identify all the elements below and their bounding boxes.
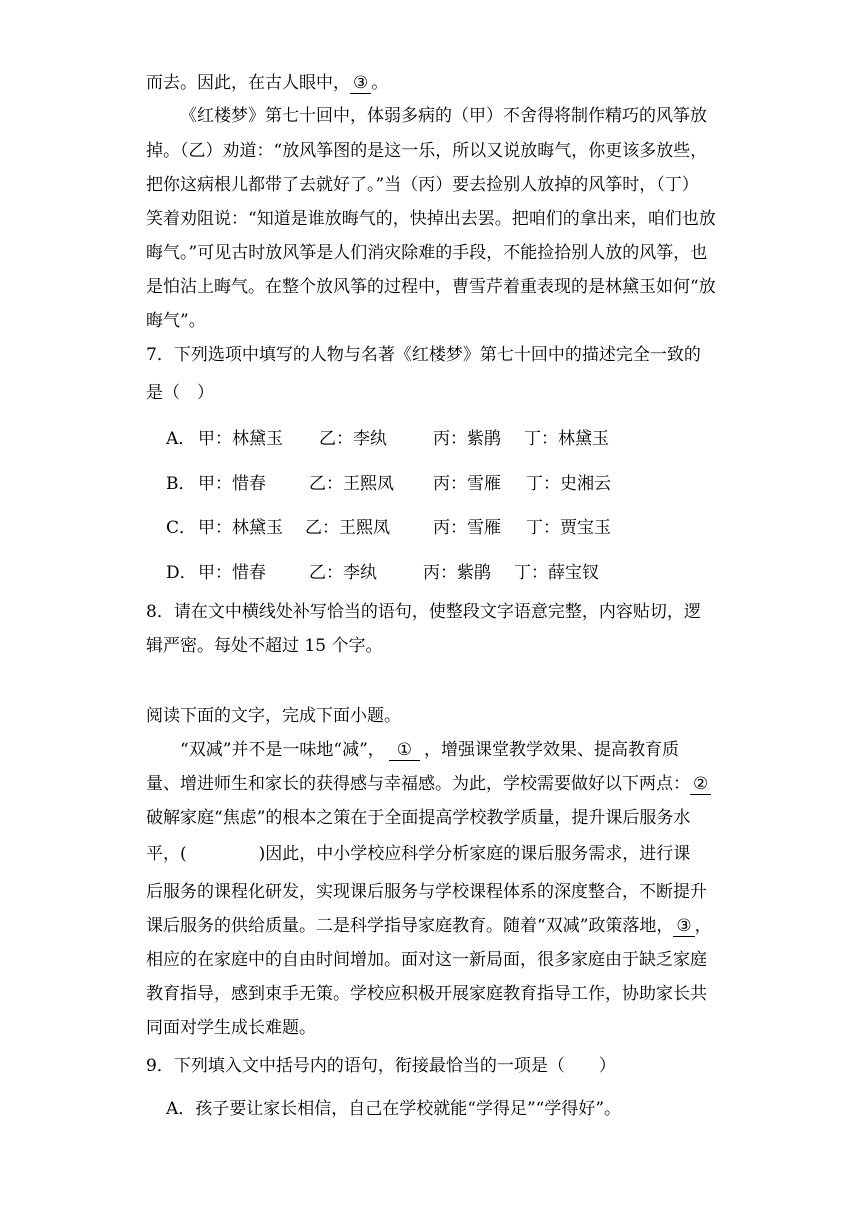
blank-2: ②: [690, 774, 711, 795]
blank-3: ③: [350, 73, 371, 94]
option-yi: 乙：王熙凤: [305, 518, 390, 538]
text-segment: ，: [694, 916, 712, 936]
text-segment: “双减”并不是一味地“减”，: [180, 740, 385, 760]
option-yi: 乙：李纨: [319, 429, 387, 449]
passage-line: [146, 71, 388, 95]
text-segment: 量、增进师生和家长的获得感与幸福感。为此，学校需要做好以下两点：: [146, 774, 690, 794]
option-bing: 丙：雪雁: [433, 518, 501, 538]
passage-line: 教育指导，感到束手无策。学校应积极开展家庭教育指导工作，协助家长共: [146, 984, 707, 1004]
text-segment: 。: [371, 73, 389, 93]
passage-line: 是怕沾上晦气。在整个放风筝的过程中，曹雪芹着重表现的是林黛玉如何“放: [146, 277, 716, 297]
blank-3: ③: [673, 916, 694, 937]
question-9-option-a[interactable]: A．孩子要让家长相信，自己在学校就能“学得足”“学得好”。: [166, 1099, 622, 1119]
question-8-stem: 辑严密。每处不超过 15 个字。: [146, 636, 383, 656]
option-jia: 甲：林黛玉: [198, 518, 283, 538]
passage-line: 同面对学生成长难题。: [146, 1018, 316, 1038]
option-jia: 甲：惜春: [198, 474, 266, 494]
option-bing: 丙：紫鹃: [433, 429, 501, 449]
passage-line: 《红楼梦》第七十回中，体弱多病的（甲）不舍得将制作精巧的风筝放: [180, 106, 707, 126]
question-9-stem: 9．下列填入文中括号内的语句，衔接最恰当的一项是（ ）: [146, 1056, 616, 1076]
passage-line: [146, 842, 690, 866]
passage-line: [180, 738, 679, 762]
question-7-stem: 是（ ）: [146, 383, 214, 403]
text-segment: ，增强课堂教学效果、提高教育质: [424, 740, 680, 760]
text-segment: 而去。因此，在古人眼中，: [146, 73, 350, 93]
option-letter: C．: [166, 518, 197, 538]
option-ding: 丁：薛宝钗: [514, 563, 599, 583]
text-segment: )因此，中小学校应科学分析家庭的课后服务需求，进行课: [258, 844, 691, 864]
option-ding: 丁：林黛玉: [524, 429, 609, 449]
passage-line: [146, 914, 712, 938]
option-letter: D．: [166, 563, 197, 583]
text-segment: 课后服务的供给质量。二是科学指导家庭教育。随着“双减”政策落地，: [146, 916, 674, 936]
option-letter: B．: [166, 474, 196, 494]
question-7-stem: 7．下列选项中填写的人物与名著《红楼梦》第七十回中的描述完全一致的: [146, 345, 701, 365]
option-jia: 甲：林黛玉: [198, 429, 283, 449]
option-letter: A．: [166, 429, 196, 449]
question-8-stem: 8．请在文中横线处补写恰当的语句，使整段文字语意完整，内容贴切，逻: [146, 602, 701, 622]
option-ding: 丁：史湘云: [526, 474, 611, 494]
passage-line: 相应的在家庭中的自由时间增加。面对这一新局面，很多家庭由于缺乏家庭: [146, 950, 707, 970]
text-segment: 平，(: [146, 844, 187, 864]
passage-line: 破解家庭“焦虑”的根本之策在于全面提高学校教学质量，提升课后服务水: [146, 808, 691, 828]
blank-1: ①: [389, 740, 420, 761]
option-bing: 丙：紫鹃: [423, 563, 491, 583]
passage-line: [146, 772, 711, 796]
passage-line: 晦气”。: [146, 311, 206, 331]
passage-line: 掉。（乙）劝道：“放风筝图的是这一乐，所以又说放晦气，你更该多放些，: [146, 141, 708, 161]
option-yi: 乙：李纨: [309, 563, 377, 583]
option-yi: 乙：王熙凤: [309, 474, 394, 494]
option-bing: 丙：雪雁: [433, 474, 501, 494]
reading-instruction: 阅读下面的文字，完成下面小题。: [146, 706, 401, 726]
passage-line: 笑着劝阻说：“知道是谁放晦气的，快掉出去罢。把咱们的拿出来，咱们也放: [146, 209, 716, 229]
option-jia: 甲：惜春: [198, 563, 266, 583]
passage-line: 晦气。”可见古时放风筝是人们消灾除难的手段，不能捡拾别人放的风筝，也: [146, 243, 708, 263]
passage-line: 把你这病根儿都带了去就好了。”当（丙）要去捡别人放掉的风筝时，（丁）: [146, 175, 699, 195]
passage-line: 后服务的课程化研发，实现课后服务与学校课程体系的深度整合，不断提升: [146, 882, 707, 902]
option-ding: 丁：贾宝玉: [526, 518, 611, 538]
